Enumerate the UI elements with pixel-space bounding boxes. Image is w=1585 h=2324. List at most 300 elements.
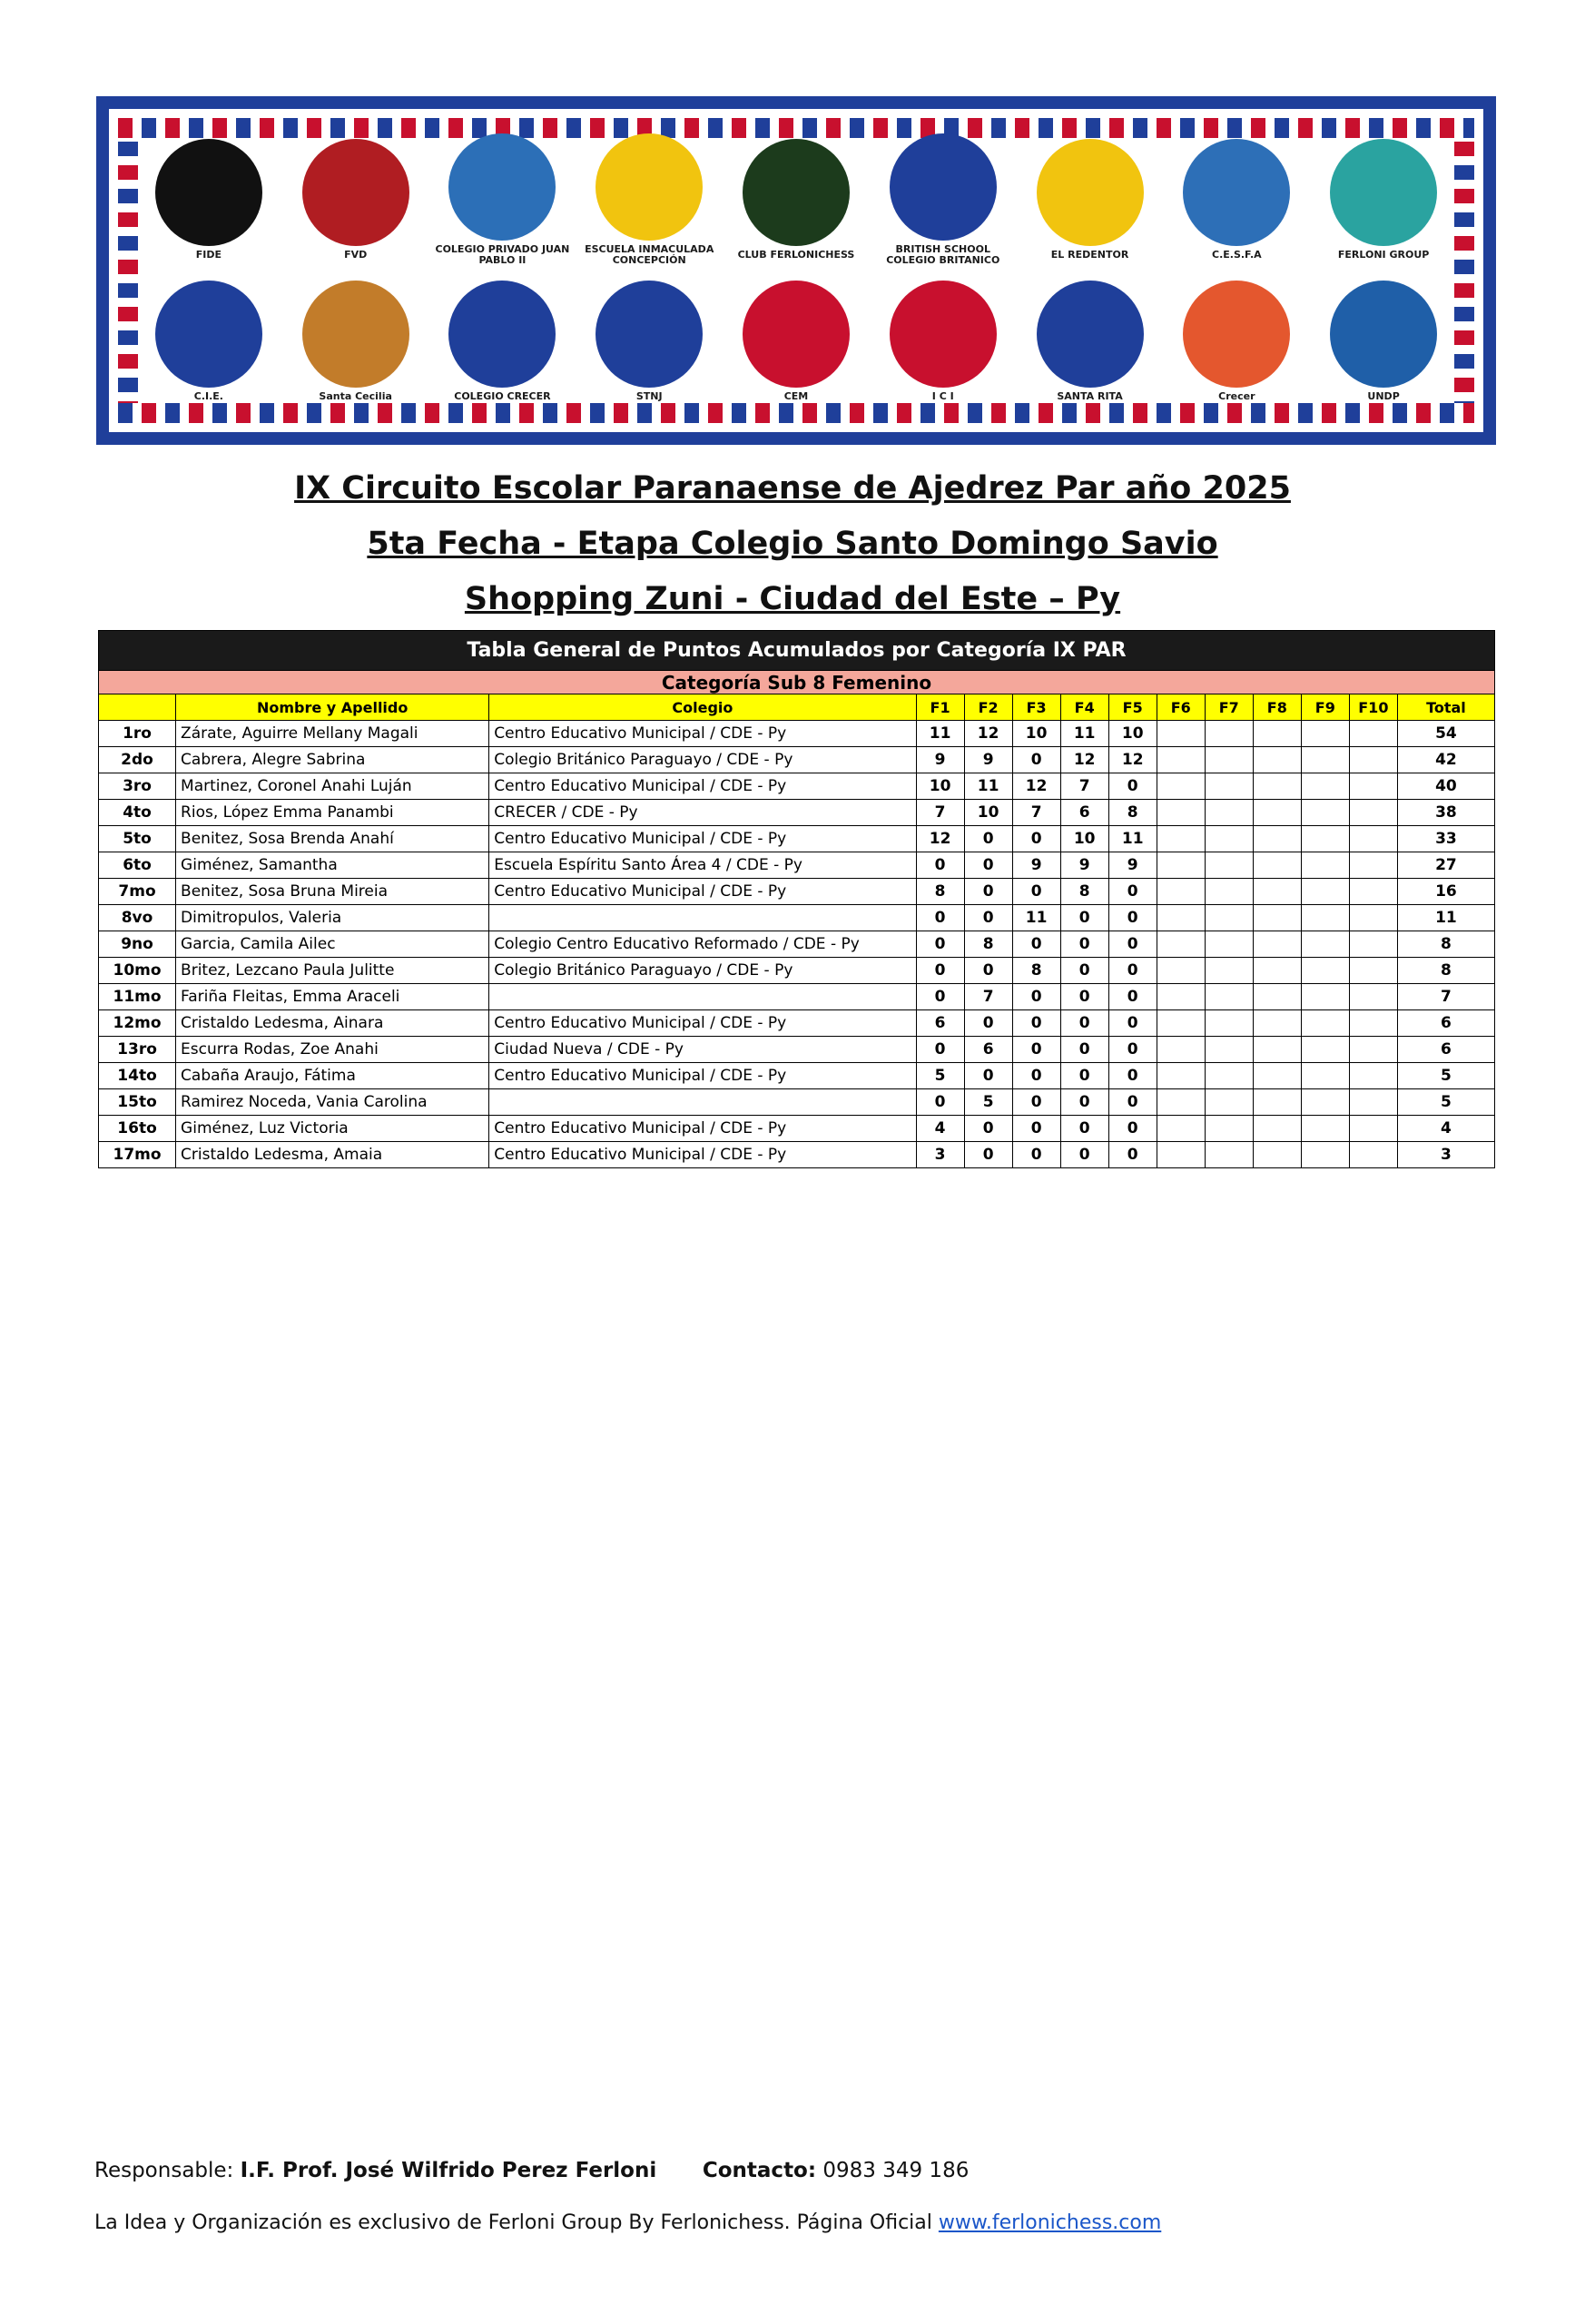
score-cell: 10 [1060, 826, 1108, 852]
cem-icon [743, 281, 850, 388]
score-cell: 0 [1108, 1010, 1157, 1037]
table-category: Categoría Sub 8 Femenino [99, 671, 1495, 694]
player-name-cell: Benitez, Sosa Brenda Anahí [176, 826, 489, 852]
score-cell: 8 [1108, 800, 1157, 826]
score-cell: 0 [1012, 747, 1060, 773]
score-cell: 0 [964, 826, 1012, 852]
score-cell [1253, 931, 1301, 958]
score-cell [1205, 905, 1253, 931]
total-cell: 54 [1397, 721, 1494, 747]
position-cell: 3ro [99, 773, 176, 800]
responsable-label: Responsable: [94, 2159, 234, 2182]
score-cell: 0 [1060, 1142, 1108, 1168]
score-cell: 9 [916, 747, 964, 773]
score-cell [1157, 905, 1205, 931]
column-header: F6 [1157, 694, 1205, 721]
position-cell: 6to [99, 852, 176, 879]
score-cell: 11 [1060, 721, 1108, 747]
player-name-cell: Dimitropulos, Valeria [176, 905, 489, 931]
player-name-cell: Cristaldo Ledesma, Amaia [176, 1142, 489, 1168]
player-name-cell: Garcia, Camila Ailec [176, 931, 489, 958]
score-cell: 0 [964, 852, 1012, 879]
score-cell [1157, 826, 1205, 852]
total-cell: 4 [1397, 1116, 1494, 1142]
score-cell: 0 [1108, 984, 1157, 1010]
logo-caption: COLEGIO CRECER [454, 390, 551, 403]
official-site-link[interactable]: www.ferlonichess.com [938, 2211, 1162, 2234]
score-cell [1301, 1142, 1349, 1168]
table-row [99, 852, 1495, 879]
position-cell: 17mo [99, 1142, 176, 1168]
logo-caption: C.E.S.F.A [1212, 249, 1262, 261]
total-cell: 3 [1397, 1142, 1494, 1168]
score-cell: 12 [916, 826, 964, 852]
sponsor-logo [434, 133, 572, 267]
score-cell: 12 [1108, 747, 1157, 773]
score-cell: 0 [916, 852, 964, 879]
total-cell: 38 [1397, 800, 1494, 826]
knight-icon [155, 139, 262, 246]
score-cell: 11 [1012, 905, 1060, 931]
score-cell: 0 [964, 958, 1012, 984]
total-cell: 7 [1397, 984, 1494, 1010]
score-cell: 0 [964, 1010, 1012, 1037]
score-cell: 8 [1060, 879, 1108, 905]
logo-caption: BRITISH SCHOOL COLEGIO BRITANICO [886, 243, 1000, 266]
column-header: F9 [1301, 694, 1349, 721]
score-cell: 12 [964, 721, 1012, 747]
score-cell [1157, 852, 1205, 879]
score-cell: 8 [1012, 958, 1060, 984]
score-cell [1301, 773, 1349, 800]
school-cell: Colegio Británico Paraguayo / CDE - Py [489, 747, 916, 773]
score-cell: 0 [1108, 773, 1157, 800]
position-cell: 12mo [99, 1010, 176, 1037]
sponsor-logo [727, 274, 865, 409]
score-cell [1253, 1010, 1301, 1037]
score-cell [1301, 1037, 1349, 1063]
table-row [99, 1037, 1495, 1063]
logo-caption: CLUB FERLONICHESS [737, 249, 855, 261]
sponsor-logo [580, 274, 718, 409]
score-cell [1349, 1037, 1397, 1063]
score-cell: 0 [1108, 1037, 1157, 1063]
score-cell [1205, 852, 1253, 879]
table-row [99, 800, 1495, 826]
player-name-cell: Ramirez Noceda, Vania Carolina [176, 1089, 489, 1116]
column-header: F7 [1205, 694, 1253, 721]
total-cell: 5 [1397, 1063, 1494, 1089]
score-cell: 0 [1108, 958, 1157, 984]
position-cell: 13ro [99, 1037, 176, 1063]
ferloni-group-icon [1330, 139, 1437, 246]
total-cell: 27 [1397, 852, 1494, 879]
responsable-name: I.F. Prof. José Wilfrido Perez Ferloni [240, 2159, 657, 2182]
score-cell: 0 [1108, 1089, 1157, 1116]
score-cell: 12 [1060, 747, 1108, 773]
score-cell: 5 [964, 1089, 1012, 1116]
score-cell: 0 [1060, 905, 1108, 931]
chess-club-icon [743, 139, 850, 246]
score-cell: 11 [916, 721, 964, 747]
score-cell [1205, 958, 1253, 984]
score-cell [1205, 879, 1253, 905]
total-cell: 40 [1397, 773, 1494, 800]
score-cell: 10 [1108, 721, 1157, 747]
contact-label: Contacto: [702, 2159, 817, 2182]
score-cell [1253, 1063, 1301, 1089]
sponsor-logo [727, 133, 865, 267]
total-cell: 11 [1397, 905, 1494, 931]
score-cell [1301, 958, 1349, 984]
score-cell [1205, 984, 1253, 1010]
score-cell [1349, 984, 1397, 1010]
colegio-crecer-icon [448, 281, 556, 388]
table-row [99, 826, 1495, 852]
school-cell: Centro Educativo Municipal / CDE - Py [489, 1116, 916, 1142]
player-name-cell: Rios, López Emma Panambi [176, 800, 489, 826]
score-cell [1349, 1089, 1397, 1116]
score-cell [1301, 747, 1349, 773]
school-cell: Escuela Espíritu Santo Área 4 / CDE - Py [489, 852, 916, 879]
school-cell: CRECER / CDE - Py [489, 800, 916, 826]
table-row [99, 984, 1495, 1010]
player-name-cell: Cabrera, Alegre Sabrina [176, 747, 489, 773]
table-row [99, 879, 1495, 905]
score-cell: 0 [1108, 905, 1157, 931]
table-row [99, 1063, 1495, 1089]
table-row [99, 721, 1495, 747]
score-cell: 0 [1012, 1142, 1060, 1168]
total-cell: 42 [1397, 747, 1494, 773]
score-cell: 0 [1108, 1063, 1157, 1089]
column-header: Colegio [489, 694, 916, 721]
column-header: F10 [1349, 694, 1397, 721]
school-cell: Colegio Británico Paraguayo / CDE - Py [489, 958, 916, 984]
player-name-cell: Cristaldo Ledesma, Ainara [176, 1010, 489, 1037]
crecer-icon [1183, 281, 1290, 388]
score-cell: 0 [1060, 958, 1108, 984]
position-cell: 15to [99, 1089, 176, 1116]
score-cell [1253, 1142, 1301, 1168]
score-cell: 8 [916, 879, 964, 905]
score-cell [1205, 826, 1253, 852]
santa-rita-icon [1037, 281, 1144, 388]
score-cell [1301, 721, 1349, 747]
position-cell: 9no [99, 931, 176, 958]
score-cell: 4 [916, 1116, 964, 1142]
score-cell [1157, 1116, 1205, 1142]
score-cell [1157, 1010, 1205, 1037]
score-cell [1253, 1116, 1301, 1142]
score-cell [1157, 1142, 1205, 1168]
score-cell: 0 [916, 1089, 964, 1116]
score-cell [1349, 852, 1397, 879]
total-cell: 8 [1397, 931, 1494, 958]
table-row [99, 1010, 1495, 1037]
player-name-cell: Zárate, Aguirre Mellany Magali [176, 721, 489, 747]
score-cell: 0 [964, 879, 1012, 905]
score-cell [1349, 800, 1397, 826]
score-cell [1301, 931, 1349, 958]
player-name-cell: Fariña Fleitas, Emma Araceli [176, 984, 489, 1010]
score-cell: 10 [916, 773, 964, 800]
player-name-cell: Escurra Rodas, Zoe Anahi [176, 1037, 489, 1063]
table-row [99, 1089, 1495, 1116]
score-cell [1205, 747, 1253, 773]
score-cell: 0 [916, 984, 964, 1010]
cesfa-icon [1183, 139, 1290, 246]
score-cell: 0 [916, 958, 964, 984]
score-cell: 0 [1012, 1089, 1060, 1116]
score-cell: 0 [1108, 879, 1157, 905]
title-line-1: IX Circuito Escolar Paranaense de Ajedrez Par año 2025 [294, 470, 1291, 507]
sponsor-logo [1167, 274, 1305, 409]
player-name-cell: Giménez, Luz Victoria [176, 1116, 489, 1142]
sponsor-logo [874, 274, 1012, 409]
footer-idea [94, 2211, 1161, 2234]
score-cell: 8 [964, 931, 1012, 958]
sponsor-logo [1167, 133, 1305, 267]
score-cell [1157, 984, 1205, 1010]
logo-caption: STNJ [635, 390, 663, 403]
score-cell: 0 [1060, 1063, 1108, 1089]
position-cell: 14to [99, 1063, 176, 1089]
sponsor-logo [580, 133, 718, 267]
score-cell [1253, 879, 1301, 905]
score-cell [1157, 879, 1205, 905]
table-row [99, 931, 1495, 958]
column-header: F2 [964, 694, 1012, 721]
score-cell [1301, 800, 1349, 826]
score-cell [1349, 1010, 1397, 1037]
total-cell: 16 [1397, 879, 1494, 905]
total-cell: 6 [1397, 1010, 1494, 1037]
school-cell: Centro Educativo Municipal / CDE - Py [489, 1010, 916, 1037]
score-cell: 7 [964, 984, 1012, 1010]
school-cell [489, 1089, 916, 1116]
score-cell [1301, 879, 1349, 905]
score-cell: 6 [964, 1037, 1012, 1063]
sponsor-logo [1314, 274, 1452, 409]
logo-caption: Crecer [1218, 390, 1255, 403]
total-cell: 5 [1397, 1089, 1494, 1116]
score-cell [1253, 800, 1301, 826]
column-header: Nombre y Apellido [176, 694, 489, 721]
score-cell: 0 [1012, 1116, 1060, 1142]
sponsor-logo [874, 133, 1012, 267]
school-cell: Centro Educativo Municipal / CDE - Py [489, 1142, 916, 1168]
santa-cecilia-icon [302, 281, 409, 388]
column-header: F4 [1060, 694, 1108, 721]
title-line-3: Shopping Zuni - Ciudad del Este – Py [464, 581, 1121, 617]
score-cell [1349, 1142, 1397, 1168]
score-cell [1349, 721, 1397, 747]
logo-caption: COLEGIO PRIVADO JUAN PABLO II [435, 243, 570, 266]
score-cell [1349, 1116, 1397, 1142]
score-cell: 0 [916, 1037, 964, 1063]
score-cell [1349, 747, 1397, 773]
score-cell [1205, 800, 1253, 826]
score-cell [1253, 747, 1301, 773]
position-cell: 8vo [99, 905, 176, 931]
score-cell [1349, 1063, 1397, 1089]
player-name-cell: Benitez, Sosa Bruna Mireia [176, 879, 489, 905]
school-cell: Ciudad Nueva / CDE - Py [489, 1037, 916, 1063]
score-cell [1301, 1063, 1349, 1089]
undp-icon [1330, 281, 1437, 388]
score-cell: 0 [1108, 931, 1157, 958]
score-cell: 11 [1108, 826, 1157, 852]
score-cell: 3 [916, 1142, 964, 1168]
sponsor-logo [287, 274, 425, 409]
score-cell: 0 [964, 905, 1012, 931]
idea-text: La Idea y Organización es exclusivo de Ferloni Group By Ferlonichess. Página Oficial [94, 2211, 932, 2234]
score-cell: 0 [916, 905, 964, 931]
score-cell: 10 [1012, 721, 1060, 747]
score-cell [1253, 958, 1301, 984]
score-cell [1301, 1010, 1349, 1037]
table-row [99, 773, 1495, 800]
school-cell [489, 984, 916, 1010]
score-cell: 10 [964, 800, 1012, 826]
score-cell: 9 [964, 747, 1012, 773]
score-cell [1349, 958, 1397, 984]
score-cell: 0 [1012, 879, 1060, 905]
column-header [99, 694, 176, 721]
score-cell [1205, 1142, 1253, 1168]
score-cell [1301, 826, 1349, 852]
score-cell: 0 [964, 1142, 1012, 1168]
score-cell [1301, 1116, 1349, 1142]
score-cell [1157, 1037, 1205, 1063]
score-cell: 0 [1012, 931, 1060, 958]
score-cell: 0 [1012, 984, 1060, 1010]
position-cell: 1ro [99, 721, 176, 747]
score-cell [1253, 826, 1301, 852]
score-cell: 0 [1012, 1037, 1060, 1063]
score-cell [1253, 721, 1301, 747]
sponsor-logo [1021, 274, 1159, 409]
sponsor-logo [1314, 133, 1452, 267]
score-cell: 12 [1012, 773, 1060, 800]
sponsor-logo [140, 274, 278, 409]
score-cell: 0 [1012, 1010, 1060, 1037]
player-name-cell: Giménez, Samantha [176, 852, 489, 879]
position-cell: 7mo [99, 879, 176, 905]
score-cell [1157, 958, 1205, 984]
logo-caption: SANTA RITA [1057, 390, 1123, 403]
table-header-row [99, 694, 1495, 721]
score-cell [1205, 773, 1253, 800]
logo-grid [140, 133, 1452, 409]
score-cell [1349, 826, 1397, 852]
score-cell: 9 [1012, 852, 1060, 879]
logo-caption: FVD [344, 249, 368, 261]
score-cell: 0 [916, 931, 964, 958]
score-cell [1205, 931, 1253, 958]
score-cell: 0 [964, 1116, 1012, 1142]
score-cell [1301, 984, 1349, 1010]
column-header: F8 [1253, 694, 1301, 721]
position-cell: 5to [99, 826, 176, 852]
table-row [99, 958, 1495, 984]
table-body [99, 721, 1495, 1168]
title-line-2: 5ta Fecha - Etapa Colegio Santo Domingo Savio [367, 526, 1218, 562]
score-cell [1157, 773, 1205, 800]
shield-crest-icon [448, 133, 556, 241]
score-cell [1157, 931, 1205, 958]
score-cell: 6 [916, 1010, 964, 1037]
school-cell: Centro Educativo Municipal / CDE - Py [489, 721, 916, 747]
score-cell [1157, 1089, 1205, 1116]
score-cell [1205, 1116, 1253, 1142]
player-name-cell: Martinez, Coronel Anahi Luján [176, 773, 489, 800]
score-cell: 0 [1012, 1063, 1060, 1089]
score-cell: 9 [1108, 852, 1157, 879]
score-cell [1349, 931, 1397, 958]
score-cell: 0 [964, 1063, 1012, 1089]
score-cell: 0 [1060, 1037, 1108, 1063]
school-cell: Centro Educativo Municipal / CDE - Py [489, 879, 916, 905]
logo-caption: CEM [783, 390, 809, 403]
score-cell [1349, 905, 1397, 931]
school-cell: Centro Educativo Municipal / CDE - Py [489, 773, 916, 800]
table-title: Tabla General de Puntos Acumulados por Categoría IX PAR [99, 631, 1495, 671]
cie-globe-icon [155, 281, 262, 388]
score-cell: 6 [1060, 800, 1108, 826]
score-cell [1205, 1010, 1253, 1037]
score-cell: 7 [1060, 773, 1108, 800]
logo-caption: EL REDENTOR [1050, 249, 1129, 261]
emblem-ic-icon [596, 133, 703, 241]
position-cell: 11mo [99, 984, 176, 1010]
column-header: F3 [1012, 694, 1060, 721]
school-cell: Centro Educativo Municipal / CDE - Py [489, 826, 916, 852]
score-cell [1253, 1037, 1301, 1063]
logo-caption: UNDP [1367, 390, 1400, 403]
position-cell: 16to [99, 1116, 176, 1142]
score-cell [1301, 905, 1349, 931]
score-cell [1253, 984, 1301, 1010]
sponsor-logo [287, 133, 425, 267]
uk-shield-icon [890, 133, 997, 241]
score-cell: 11 [964, 773, 1012, 800]
total-cell: 8 [1397, 958, 1494, 984]
score-cell [1349, 879, 1397, 905]
total-cell: 6 [1397, 1037, 1494, 1063]
sponsor-logo [1021, 133, 1159, 267]
school-cell [489, 905, 916, 931]
sponsor-logo [434, 274, 572, 409]
score-cell [1205, 1063, 1253, 1089]
score-cell [1253, 852, 1301, 879]
score-cell [1157, 721, 1205, 747]
score-cell [1301, 852, 1349, 879]
table-row [99, 747, 1495, 773]
sponsor-banner [96, 96, 1496, 445]
score-cell [1205, 1089, 1253, 1116]
score-cell [1157, 747, 1205, 773]
total-cell: 33 [1397, 826, 1494, 852]
position-cell: 2do [99, 747, 176, 773]
table-row [99, 1116, 1495, 1142]
title-block [0, 461, 1585, 627]
score-cell [1301, 1089, 1349, 1116]
column-header: F5 [1108, 694, 1157, 721]
score-cell: 0 [1060, 1116, 1108, 1142]
logo-caption: C.I.E. [193, 390, 223, 403]
